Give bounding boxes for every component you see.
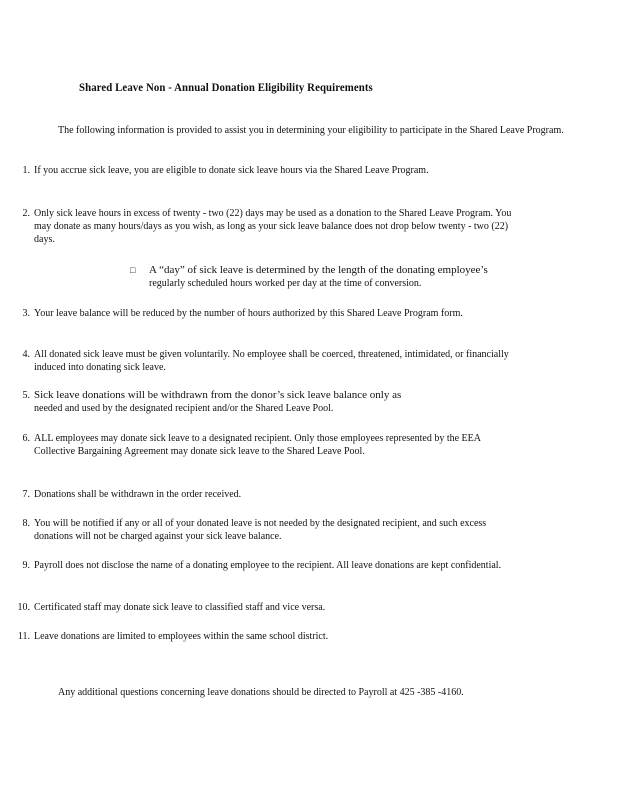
item-number: 11. — [17, 631, 30, 642]
intro-paragraph: The following information is provided to assist you in determining your eligibility to participate in the Shared Leave Program. — [58, 125, 564, 136]
item-text: Your leave balance will be reduced by the number of hours authorized by this Shared Leave Program form. — [34, 308, 463, 319]
checkbox-bullet-icon: □ — [130, 265, 136, 275]
sub-bullet-text-first: A “day” of sick leave is determined by the length of the donating employee’s — [149, 264, 488, 276]
item-text: If you accrue sick leave, you are eligible to donate sick leave hours via the Shared Leave Program. — [34, 165, 429, 176]
item-number: 9. — [22, 560, 30, 571]
list-item-5 — [22, 389, 512, 415]
footer-paragraph: Any additional questions concerning leave donations should be directed to Payroll at 425 -385 -4160. — [58, 687, 464, 698]
list-item-10 — [17, 601, 512, 614]
sub-bullet-text-rest: regularly scheduled hours worked per day at the time of conversion. — [149, 278, 422, 289]
list-item-3 — [22, 307, 512, 320]
item-text: ALL employees may donate sick leave to a designated recipient. Only those employees represented by the EEA Collective Bargaining Agreement may donate sick leave to the Shared Leave Pool. — [34, 433, 481, 457]
item-text: Donations shall be withdrawn in the order received. — [34, 489, 242, 500]
list-item-7 — [22, 488, 512, 501]
item-number: 6. — [22, 433, 30, 444]
list-item-11 — [17, 630, 512, 643]
item-text: Leave donations are limited to employees within the same school district. — [34, 631, 329, 642]
item-text: Payroll does not disclose the name of a donating employee to the recipient. All leave donations are kept confidential. — [34, 560, 502, 571]
list-item-1 — [22, 164, 512, 177]
item-number: 7. — [22, 489, 30, 500]
document-title: Shared Leave Non - Annual Donation Eligibility Requirements — [79, 80, 373, 94]
item-number: 8. — [22, 518, 30, 529]
sub-bullet — [130, 264, 550, 290]
item-number: 3. — [22, 308, 30, 319]
list-item-9 — [22, 559, 512, 572]
item-text: Certificated staff may donate sick leave to classified staff and vice versa. — [34, 602, 326, 613]
item-number: 4. — [22, 349, 30, 360]
item-text: Only sick leave hours in excess of twenty - two (22) days may be used as a donation to the Shared Leave Program. You may donate as many hours/days as you wish, as long as your sick leave balance does not drop below twenty - two (22) days. — [34, 208, 512, 245]
list-item-8 — [22, 517, 512, 543]
item-number: 5. — [22, 390, 30, 401]
item-number: 10. — [17, 602, 30, 613]
item-text-rest: needed and used by the designated recipient and/or the Shared Leave Pool. — [34, 403, 334, 414]
item-text-first: Sick leave donations will be withdrawn from the donor’s sick leave balance only as — [34, 389, 402, 401]
list-item-6 — [22, 432, 512, 458]
item-text: You will be notified if any or all of your donated leave is not needed by the designated recipient, and such excess donations will not be charged against your sick leave balance. — [34, 518, 487, 542]
item-number: 1. — [22, 165, 30, 176]
list-item-2 — [22, 207, 512, 246]
item-number: 2. — [22, 208, 30, 219]
item-text: All donated sick leave must be given voluntarily. No employee shall be coerced, threatened, intimidated, or financially induced into donating sick leave. — [34, 349, 509, 373]
list-item-4 — [22, 348, 512, 374]
